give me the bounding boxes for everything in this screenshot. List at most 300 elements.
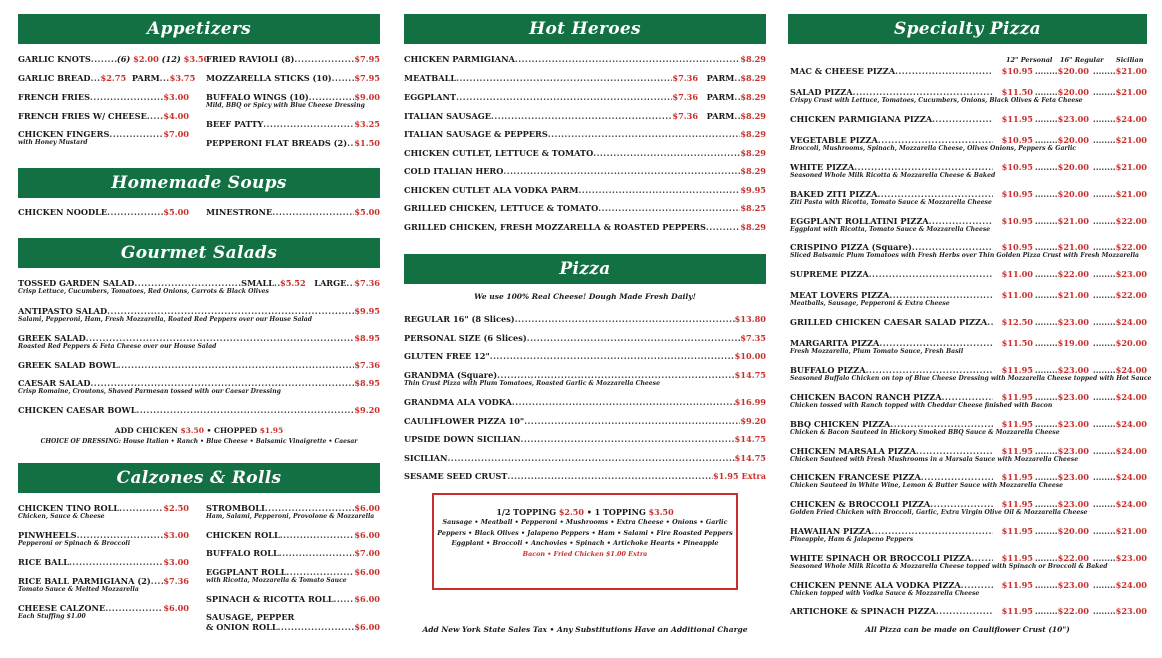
item-price: $5.00	[354, 207, 380, 217]
specialty-pizza-item	[790, 87, 1147, 105]
price-regular: ........ $20.00	[1033, 162, 1089, 172]
item-price: $2.75	[100, 73, 127, 83]
item-name: STROMBOLI	[206, 503, 265, 513]
item-name: MOZZARELLA STICKS (10)	[206, 73, 332, 83]
price-sicilian: ........ $24.00	[1089, 392, 1147, 402]
price-personal: $10.95	[1001, 162, 1033, 172]
item-price: $6.00	[163, 603, 189, 613]
menu-item-pepperoni-flat-breads	[206, 138, 380, 148]
tax-footer: Add New York State Sales Tax • Any Substitutions Have an Additional Charge	[422, 625, 748, 634]
price-personal: $11.95	[1001, 418, 1033, 429]
col-header-sicilian: Sicilian	[1116, 56, 1144, 64]
item-name: GREEK SALAD BOWL	[18, 360, 118, 370]
specialty-pizza-item	[790, 446, 1147, 464]
appetizers-banner: Appetizers	[18, 14, 380, 44]
item-price: $2.00	[133, 54, 159, 64]
item-description: Crisp Romaine, Croutons, Shaved Parmesan tossed with our Caesar Dressing	[18, 388, 281, 395]
item-description: Ham, Salami, Pepperoni, Provolone & Mozzarella	[206, 513, 375, 520]
item-price: $7.35	[740, 333, 766, 343]
menu-item-eggplant-roll	[206, 567, 380, 585]
item-name: UPSIDE DOWN SICILIAN	[404, 434, 521, 444]
menu-item-chicken-noodle	[18, 207, 189, 217]
item-qty: (12)	[161, 54, 181, 64]
item-price: $16.99	[734, 397, 766, 407]
item-price: $6.00	[354, 567, 380, 577]
menu-item-rice-ball-parmigiana	[18, 576, 189, 594]
half-topping-label: 1/2 TOPPING	[496, 507, 557, 517]
item-price: $7.95	[354, 54, 380, 64]
item-price: $10.00	[734, 351, 766, 361]
price-sicilian: ........ $21.00	[1089, 526, 1147, 536]
item-description: Ziti Pasta with Ricotta, Tomato Sauce & Mozzarella Cheese	[790, 198, 992, 206]
menu-item-chicken-fingers	[18, 129, 189, 147]
item-name: MEATBALL	[404, 73, 457, 83]
item-description: Eggplant with Ricotta, Tomato Sauce & Mozzarella Cheese	[790, 225, 991, 233]
item-name: MAC & CHEESE PIZZA	[790, 66, 896, 76]
item-price: $7.36	[354, 278, 380, 288]
specialty-pizza-item	[790, 499, 1147, 517]
price-regular: ........ $20.00	[1033, 189, 1089, 199]
price-personal: $11.00	[1001, 290, 1033, 301]
item-name: CHICKEN ROLL	[206, 530, 280, 540]
size-label: SMALL	[241, 278, 274, 288]
item-name: CAULIFLOWER PIZZA 10"	[404, 416, 525, 426]
heroes-banner: Hot Heroes	[404, 14, 766, 44]
menu-item-hero	[404, 111, 766, 121]
price-personal: $11.50	[1001, 338, 1033, 349]
item-description: Each Stuffing $1.00	[18, 613, 86, 620]
item-description: with Honey Mustard	[18, 139, 88, 146]
item-name: BUFFALO ROLL	[206, 548, 279, 558]
menu-item-pizza	[404, 351, 766, 361]
item-name: CRISPINO PIZZA (Square)	[790, 242, 912, 253]
menu-item-beef-patty	[206, 119, 380, 129]
item-price: $8.29	[740, 92, 766, 102]
item-description: Broccoli, Mushrooms, Spinach, Mozzarella Cheese, Olives Onions, Peppers & Garlic	[790, 145, 1076, 153]
item-description: Golden Fried Chicken with Broccoli, Garlic, Extra Virgin Olive Oil & Mozzarella Cheese	[790, 509, 1088, 517]
item-name: REGULAR 16" (8 Slices)	[404, 314, 515, 324]
item-price: $3.00	[163, 530, 189, 540]
price-regular: ........ $22.00	[1033, 553, 1089, 563]
item-option: PARM	[131, 73, 160, 83]
item-name: MARGARITA PIZZA	[790, 338, 880, 349]
price-regular: ........ $19.00	[1033, 338, 1089, 348]
toppings-extra-line: Bacon • Fried Chicken $1.00 Extra	[522, 549, 648, 558]
price-sicilian: ........ $23.00	[1089, 553, 1147, 563]
item-description: Thin Crust Pizza with Plum Tomatoes, Roasted Garlic & Mozzarella Cheese	[404, 380, 660, 387]
price-sicilian: ........ $21.00	[1089, 135, 1147, 145]
item-price: $8.29	[740, 222, 766, 232]
specialty-pizza-item	[790, 242, 1147, 260]
item-price: $6.00	[354, 503, 380, 513]
price-regular: ........ $23.00	[1033, 499, 1089, 509]
one-topping-label: • 1 TOPPING	[586, 507, 646, 517]
item-name: BUFFALO PIZZA	[790, 365, 866, 376]
menu-item-greek-salad	[18, 333, 380, 351]
calzones-banner: Calzones & Rolls	[18, 463, 380, 493]
price-personal: $10.95	[1001, 215, 1033, 226]
price-regular: ........ $20.00	[1033, 135, 1089, 145]
price-sicilian: ........ $22.00	[1089, 242, 1147, 252]
menu-item-mozzarella-sticks	[206, 73, 380, 83]
item-name: RICE BALL PARMIGIANA (2)	[18, 576, 151, 586]
menu-item-hero	[404, 54, 766, 64]
item-name: CHICKEN FINGERS	[18, 129, 110, 139]
item-name: GRILLED CHICKEN CAESAR SALAD PIZZA	[790, 317, 988, 328]
item-price: $8.25	[740, 203, 766, 213]
menu-item-rice-ball	[18, 557, 189, 567]
cauliflower-footer: All Pizza can be made on Cauliflower Crust (10")	[865, 625, 1070, 634]
price-personal: $10.95	[1001, 188, 1033, 199]
menu-item-french-fries-cheese	[18, 111, 189, 121]
item-price: $1.95 Extra	[712, 471, 766, 481]
pizza-banner: Pizza	[404, 254, 766, 284]
price-regular: ........ $22.00	[1033, 606, 1089, 616]
toppings-pricing	[434, 507, 736, 517]
item-price: $6.00	[354, 622, 380, 632]
item-name: SAUSAGE, PEPPER	[206, 612, 295, 622]
specialty-pizza-item	[790, 338, 1147, 356]
toppings-list-line: Peppers • Black Olives • Jalapeno Peppers • Ham • Salami • Fire Roasted Peppers	[437, 528, 733, 537]
price-personal: $11.00	[1001, 269, 1033, 280]
price-regular: ........ $23.00	[1033, 446, 1089, 456]
price-regular: ........ $21.00	[1033, 216, 1089, 226]
specialty-pizza-item	[790, 290, 1147, 308]
item-price: $6.00	[354, 594, 380, 604]
price-sicilian: ........ $24.00	[1089, 114, 1147, 124]
item-price: $14.75	[734, 370, 766, 380]
price-sicilian: ........ $24.00	[1089, 580, 1147, 590]
menu-item-hero	[404, 92, 766, 102]
price-personal: $11.95	[1001, 552, 1033, 563]
menu-item-cheese-calzone	[18, 603, 189, 621]
menu-item-greek-salad-bowl	[18, 360, 380, 370]
item-name: BUFFALO WINGS (10)	[206, 92, 309, 102]
add-chicken-price: $3.50	[180, 426, 204, 435]
item-price: $14.75	[734, 434, 766, 444]
item-name: EGGPLANT ROLL	[206, 567, 287, 577]
item-description: Meatballs, Sausage, Pepperoni & Extra Cheese	[790, 300, 950, 308]
item-name: CHICKEN FRANCESE PIZZA	[790, 472, 921, 483]
item-name: WHITE PIZZA	[790, 162, 855, 172]
item-name: CHICKEN & BROCCOLI PIZZA	[790, 499, 931, 510]
specialty-pizza-item	[790, 365, 1152, 383]
item-name: SALAD PIZZA	[790, 87, 853, 98]
item-description: Chicken, Sauce & Cheese	[18, 513, 105, 520]
size-label: LARGE	[314, 278, 347, 288]
price-sicilian: ........ $24.00	[1089, 365, 1147, 375]
add-chicken-label: ADD CHICKEN	[114, 426, 178, 435]
item-description: Crispy Crust with Lettuce, Tomatoes, Cucumbers, Onions, Black Olives & Feta Cheese	[790, 97, 1083, 105]
menu-item-fried-ravioli	[206, 54, 380, 64]
price-personal: $12.50	[1001, 317, 1033, 328]
item-description: with Ricotta, Mozzarella & Tomato Sauce	[206, 577, 347, 584]
item-description: Chicken Sauteed in White Wine, Lemon & Butter Sauce with Mozzarella Cheese	[790, 482, 1064, 490]
item-name: SICILIAN	[404, 453, 448, 463]
menu-item-garlic-bread	[18, 73, 196, 83]
item-name: GREEK SALAD	[18, 333, 86, 343]
price-sicilian: ........ $21.00	[1089, 189, 1147, 199]
menu-item-pizza	[404, 453, 766, 463]
item-description: Seasoned Whole Milk Ricotta & Mozzarella Cheese topped with Spinach or Broccoli & Baked	[790, 562, 1108, 570]
specialty-pizza-item	[790, 472, 1147, 490]
item-price: $7.36	[672, 111, 699, 121]
item-name: ITALIAN SAUSAGE	[404, 111, 492, 121]
item-price: $8.95	[354, 378, 380, 388]
item-price: $8.95	[354, 333, 380, 343]
item-price: $3.75	[169, 73, 196, 83]
item-name: ARTICHOKE & SPINACH PIZZA	[790, 606, 936, 617]
price-sicilian: ........ $21.00	[1089, 162, 1147, 172]
item-name: BEEF PATTY	[206, 119, 264, 129]
item-name: PINWHEELS	[18, 530, 77, 540]
item-name: CHICKEN PENNE ALA VODKA PIZZA	[790, 579, 961, 590]
item-name: CHEESE CALZONE	[18, 603, 106, 613]
specialty-pizza-item	[790, 580, 1147, 598]
item-name-line2: & ONION ROLL	[206, 622, 278, 632]
menu-item-stromboli	[206, 503, 380, 521]
item-option: PARM	[706, 73, 735, 83]
chopped-price: $1.95	[259, 426, 284, 435]
price-sicilian: ........ $24.00	[1089, 472, 1147, 482]
price-sicilian: ........ $22.00	[1089, 216, 1147, 226]
price-personal: $10.95	[1001, 66, 1033, 76]
item-name: EGGPLANT	[404, 92, 457, 102]
item-name: CHICKEN TINO ROLL	[18, 503, 120, 513]
item-name: VEGETABLE PIZZA	[790, 135, 878, 146]
price-sicilian: ........ $23.00	[1089, 269, 1147, 279]
specialty-pizza-item	[790, 606, 1147, 616]
item-name: MINESTRONE	[206, 207, 273, 217]
item-option: PARM	[706, 111, 735, 121]
price-sicilian: ........ $24.00	[1089, 317, 1147, 327]
item-name: CHICKEN CAESAR BOWL	[18, 405, 137, 415]
item-price: $8.29	[740, 54, 766, 64]
item-name: CHICKEN CUTLET, LETTUCE & TOMATO	[404, 148, 594, 158]
item-description: Seasoned Buffalo Chicken on top of Blue Cheese Dressing with Mozzarella Cheese topped with Hot Sauce	[790, 375, 1152, 383]
menu-item-garlic-knots	[18, 54, 210, 64]
half-topping-price: $2.50	[558, 507, 584, 517]
item-name: EGGPLANT ROLLATINI PIZZA	[790, 215, 929, 226]
price-personal: $11.95	[1001, 472, 1033, 483]
item-price: $9.95	[354, 306, 380, 316]
menu-item-hero	[404, 203, 766, 213]
item-name: COLD ITALIAN HERO	[404, 166, 504, 176]
item-description: Pepperoni or Spinach & Broccoli	[18, 540, 131, 547]
item-price: $5.52	[280, 278, 306, 288]
menu-item-chicken-caesar-bowl	[18, 405, 380, 415]
price-sicilian: ........ $21.00	[1089, 87, 1147, 97]
item-name: CHICKEN PARMIGIANA PIZZA	[790, 114, 933, 124]
price-sicilian: ........ $24.00	[1089, 419, 1147, 429]
item-description: Sliced Balsamic Plum Tomatoes with Fresh Herbs over Thin Golden Pizza Crust with Fresh Mozzarella	[790, 252, 1139, 260]
price-personal: $11.95	[1001, 579, 1033, 590]
price-regular: ........ $23.00	[1033, 365, 1089, 375]
item-price: $8.29	[740, 111, 766, 121]
item-name: BBQ CHICKEN PIZZA	[790, 418, 891, 429]
item-price: $4.00	[163, 111, 189, 121]
menu-item-pizza	[404, 434, 766, 444]
item-name: CHICKEN CUTLET ALA VODKA PARM	[404, 185, 579, 195]
specialty-banner: Specialty Pizza	[788, 14, 1147, 44]
one-topping-price: $3.50	[648, 507, 674, 517]
item-description: Seasoned Whole Milk Ricotta & Mozzarella Cheese & Baked	[790, 172, 996, 179]
item-name: CHICKEN PARMIGIANA	[404, 54, 515, 64]
item-name: CAESAR SALAD	[18, 378, 91, 388]
item-name: WHITE SPINACH OR BROCCOLI PIZZA	[790, 552, 972, 563]
item-name: ITALIAN SAUSAGE & PEPPERS	[404, 129, 548, 139]
specialty-pizza-item	[790, 135, 1147, 153]
item-name: SESAME SEED CRUST	[404, 471, 508, 481]
item-name: PERSONAL SIZE (6 Slices)	[404, 333, 527, 343]
item-price: $9.00	[354, 92, 380, 102]
item-qty: (6)	[116, 54, 131, 64]
menu-item-chicken-roll	[206, 530, 380, 540]
salads-banner: Gourmet Salads	[18, 238, 380, 268]
price-personal: $10.95	[1001, 242, 1033, 253]
item-description: Chicken tossed with Ranch topped with Cheddar Cheese finished with Bacon	[790, 402, 1053, 409]
item-description: Chicken Sauteed with Fresh Mushrooms in a Marsala Sauce with Mozzarella Cheese	[790, 455, 1079, 463]
item-price: $8.29	[740, 129, 766, 139]
pizza-tagline: We use 100% Real Cheese! Dough Made Fresh Daily!	[474, 292, 696, 301]
menu-item-hero	[404, 185, 766, 195]
menu-item-caesar-salad	[18, 378, 380, 396]
item-name: TOSSED GARDEN SALAD	[18, 278, 135, 288]
price-personal: $11.95	[1001, 606, 1033, 617]
item-price: $6.00	[354, 530, 380, 540]
item-price: $7.36	[672, 73, 699, 83]
menu-item-hero	[404, 148, 766, 158]
item-price: $7.95	[354, 73, 380, 83]
price-regular: ........ $22.00	[1033, 269, 1089, 279]
menu-item-buffalo-wings	[206, 92, 380, 110]
item-name: GRILLED CHICKEN, LETTUCE & TOMATO	[404, 203, 599, 213]
menu-item-french-fries	[18, 92, 189, 102]
item-name: MEAT LOVERS PIZZA	[790, 290, 890, 301]
price-regular: ........ $23.00	[1033, 580, 1089, 590]
chopped-label: • CHOPPED	[206, 426, 258, 435]
item-name: GARLIC BREAD	[18, 73, 91, 83]
item-price: $14.75	[734, 453, 766, 463]
price-regular: ........ $23.00	[1033, 114, 1089, 124]
menu-item-pizza	[404, 416, 766, 426]
menu-item-sausage-pepper-onion-roll	[206, 612, 380, 632]
soups-banner: Homemade Soups	[18, 168, 380, 198]
menu-item-hero	[404, 129, 766, 139]
item-price: $2.50	[163, 503, 189, 513]
item-name: SPINACH & RICOTTA ROLL	[206, 594, 334, 604]
price-sicilian: ........ $21.00	[1089, 66, 1147, 76]
menu-item-antipasto-salad	[18, 306, 380, 324]
item-description: Pineapple, Ham & Jalapeno Peppers	[790, 536, 914, 543]
item-description: Salami, Pepperoni, Ham, Fresh Mozzarella, Roated Red Peppers over our House Salad	[18, 316, 312, 323]
item-option: PARM	[706, 92, 735, 102]
item-name: GRILLED CHICKEN, FRESH MOZZARELLA & ROASTED PEPPERS	[404, 222, 706, 232]
item-price: $9.20	[354, 405, 380, 415]
menu-item-pizza	[404, 397, 766, 407]
item-price: $9.20	[740, 416, 766, 426]
col-header-regular: 16" Regular	[1060, 56, 1104, 64]
price-sicilian: ........ $20.00	[1089, 338, 1147, 348]
price-personal: $11.95	[1001, 365, 1033, 376]
item-description: Roasted Red Peppers & Feta Cheese over our House Salad	[18, 343, 217, 350]
item-price: $3.50	[183, 54, 210, 64]
price-regular: ........ $20.00	[1033, 87, 1089, 97]
item-description: Chicken & Bacon Sauteed in Hickory Smoked BBQ Sauce & Mozzarella Cheese	[790, 428, 1060, 436]
toppings-box	[432, 493, 738, 590]
item-name: GRANDMA ALA VODKA	[404, 397, 512, 407]
item-name: SUPREME PIZZA	[790, 269, 869, 280]
price-regular: ........ $23.00	[1033, 472, 1089, 482]
menu-item-chicken-tino-roll	[18, 503, 189, 521]
price-sicilian: ........ $22.00	[1089, 290, 1147, 300]
item-price: $7.36	[354, 360, 380, 370]
specialty-pizza-item	[790, 162, 1147, 180]
menu-item-hero	[404, 73, 766, 83]
specialty-pizza-item	[790, 553, 1147, 571]
item-description: Fresh Mozzarella, Plum Tomato Sauce, Fresh Basil	[790, 348, 964, 356]
price-regular: ........ $20.00	[1033, 526, 1089, 536]
price-sicilian: ........ $23.00	[1089, 606, 1147, 616]
item-name: FRENCH FRIES	[18, 92, 91, 102]
menu-item-pizza	[404, 471, 766, 481]
item-description: Tomato Sauce & Melted Mozzarella	[18, 586, 139, 593]
add-chicken-note	[18, 426, 380, 435]
item-price: $8.29	[740, 148, 766, 158]
specialty-pizza-item	[790, 216, 1147, 234]
item-price: $1.50	[354, 138, 380, 148]
price-personal: $11.95	[1001, 499, 1033, 510]
menu-item-buffalo-roll	[206, 548, 380, 558]
price-personal: $11.95	[1001, 392, 1033, 402]
menu-item-hero	[404, 222, 766, 232]
menu-item-minestrone	[206, 207, 380, 217]
item-price: $13.80	[734, 314, 766, 324]
menu-item-pizza	[404, 333, 766, 343]
menu-item-tossed-garden-salad	[18, 278, 380, 296]
item-name: FRIED RAVIOLI (8)	[206, 54, 295, 64]
item-price: $8.29	[740, 73, 766, 83]
item-price: $7.00	[163, 129, 189, 139]
item-price: $9.95	[740, 185, 766, 195]
item-price: $3.00	[163, 92, 189, 102]
item-name: GLUTEN FREE 12"	[404, 351, 490, 361]
item-name: FRENCH FRIES W/ CHEESE	[18, 111, 147, 121]
price-sicilian: ........ $24.00	[1089, 446, 1147, 456]
specialty-pizza-item	[790, 419, 1147, 437]
specialty-pizza-item	[790, 189, 1147, 207]
menu-item-hero	[404, 166, 766, 176]
col-header-personal: 12" Personal	[1006, 56, 1053, 64]
item-price: $3.25	[354, 119, 380, 129]
item-description: Crisp Lettuce, Cucumbers, Tomatoes, Red Onions, Carrots & Black Olives	[18, 288, 269, 295]
price-regular: ........ $23.00	[1033, 317, 1089, 327]
menu-item-pizza	[404, 314, 766, 324]
price-regular: ........ $21.00	[1033, 290, 1089, 300]
item-name: RICE BALL	[18, 557, 70, 567]
price-regular: ........ $20.00	[1033, 66, 1089, 76]
price-sicilian: ........ $24.00	[1089, 499, 1147, 509]
item-name: GRANDMA (Square)	[404, 370, 498, 380]
item-price: $7.36	[672, 92, 699, 102]
item-name: ANTIPASTO SALAD	[18, 306, 108, 316]
price-personal: $11.95	[1001, 445, 1033, 456]
menu-item-pizza	[404, 370, 766, 388]
item-name: CHICKEN BACON RANCH PIZZA	[790, 392, 942, 402]
item-price: $7.36	[163, 576, 189, 586]
item-price: $5.00	[163, 207, 189, 217]
item-price: $7.00	[354, 548, 380, 558]
